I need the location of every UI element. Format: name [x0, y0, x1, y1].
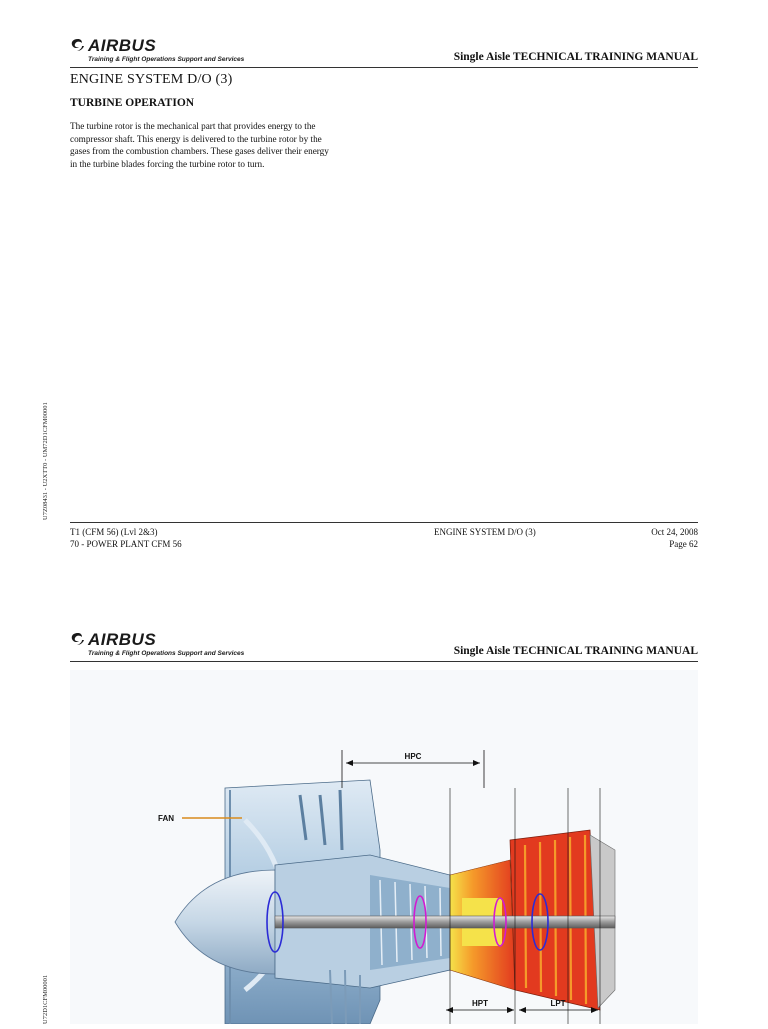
airbus-swirl-icon	[70, 38, 86, 52]
hpt-label: HPT	[472, 999, 488, 1008]
footer-page-number: Page 62	[669, 539, 698, 549]
section-title: ENGINE SYSTEM D/O (3)	[70, 72, 233, 87]
engine-cutaway-figure	[70, 670, 698, 1024]
footer-course: T1 (CFM 56) (Lvl 2&3)	[70, 527, 158, 537]
body-paragraph	[70, 120, 375, 170]
lpt-label: LPT	[550, 999, 566, 1008]
logo-wordmark: AIRBUS	[88, 630, 157, 649]
body-line: gases from the combustion chambers. These gases deliver their energy	[70, 146, 329, 156]
side-reference-code: U7Z08431 - U2XTT0 - UM72D1CFM00001	[42, 402, 49, 520]
footer-chapter: 70 - POWER PLANT CFM 56	[70, 539, 182, 549]
footer-right	[651, 526, 698, 550]
engine-cutaway-diagram	[70, 670, 698, 1024]
manual-page-63	[0, 620, 768, 1024]
airbus-swirl-icon	[70, 632, 86, 646]
hpc-label: HPC	[404, 752, 422, 761]
airbus-logo	[70, 630, 245, 662]
footer-left	[70, 526, 182, 550]
logo-tagline: Training & Flight Operations Support and Services	[88, 56, 245, 63]
side-reference-code: U72D1CFM00001	[42, 974, 49, 1024]
logo-wordmark: AIRBUS	[88, 36, 157, 55]
subsection-title: TURBINE OPERATION	[70, 97, 195, 109]
header-rule	[70, 661, 698, 662]
body-line: in the turbine blades forcing the turbine rotor to turn.	[70, 158, 265, 169]
manual-title: Single Aisle TECHNICAL TRAINING MANUAL	[453, 51, 698, 63]
airbus-logo	[70, 36, 245, 68]
footer-rule	[70, 522, 698, 523]
footer-section: ENGINE SYSTEM D/O (3)	[434, 527, 536, 537]
logo-tagline: Training & Flight Operations Support and Services	[88, 650, 245, 657]
fan-label: FAN	[158, 814, 174, 823]
header-rule	[70, 67, 698, 68]
manual-title: Single Aisle TECHNICAL TRAINING MANUAL	[453, 645, 698, 657]
body-line: compressor shaft. This energy is delivered to the turbine rotor by the	[70, 133, 322, 144]
footer-date: Oct 24, 2008	[651, 527, 698, 537]
body-line: The turbine rotor is the mechanical part that provides energy to the	[70, 121, 316, 131]
main-shaft	[275, 916, 615, 928]
